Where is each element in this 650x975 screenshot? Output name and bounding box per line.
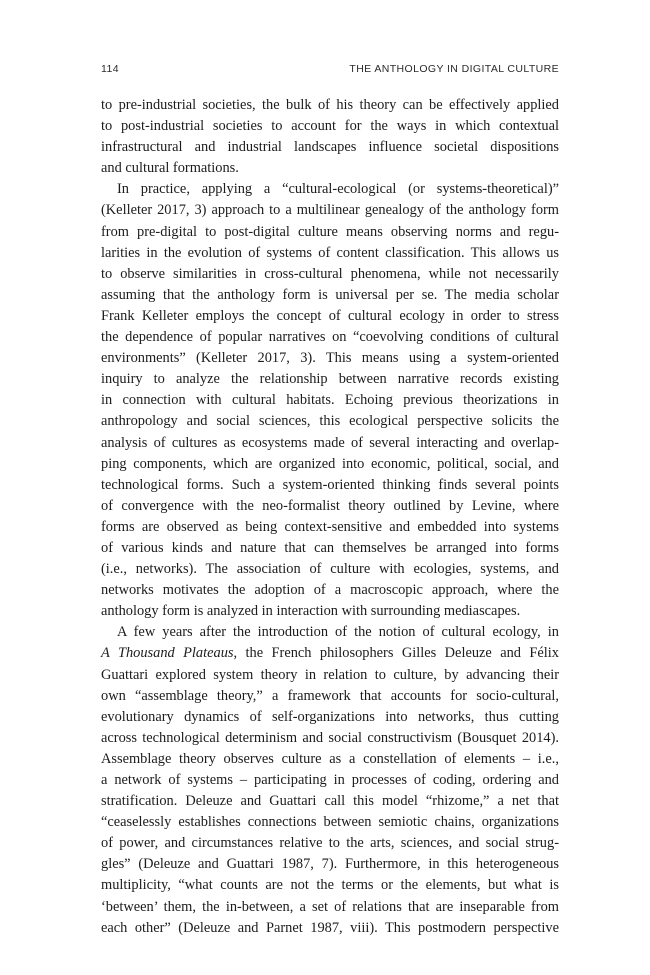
text-line: and cultural formations.	[101, 160, 239, 177]
text-line: infrastructural and industrial landscapes influence societal dispositions	[101, 139, 559, 156]
text-line: technological forms. Such a system-oriented thinking finds several points	[101, 476, 559, 493]
text-line: to observe similarities in cross-cultural phenomena, while not necessarily	[101, 265, 559, 282]
text-line: “ceaselessly establishes connections between semiotic chains, organizations	[101, 814, 559, 831]
text-line: in connection with cultural habitats. Echoing previous theorizations in	[101, 392, 559, 409]
text-line: analysis of cultures as ecosystems made of several interacting and overlap-	[101, 434, 559, 451]
text-line: A few years after the introduction of the notion of cultural ecology, in	[117, 624, 559, 641]
text-line: gles” (Deleuze and Guattari 1987, 7). Furthermore, in this heterogeneous	[101, 856, 559, 873]
body-text	[101, 95, 559, 939]
text-line: Frank Kelleter employs the concept of cultural ecology in order to stress	[101, 307, 559, 324]
running-header	[101, 63, 559, 77]
text-line: the dependence of popular narratives on “coevolving conditions of cultural	[101, 329, 559, 346]
text-line: ‘between’ them, the in-between, a set of relations that are inseparable from	[101, 898, 559, 915]
text-line: assuming that the anthology form is universal per se. The media scholar	[101, 286, 559, 303]
text-line: from pre-digital to post-digital culture means observing norms and regu-	[101, 223, 559, 240]
book-title: A Thousand Plateaus	[101, 645, 234, 662]
text-line: stratification. Deleuze and Guattari call this model “rhizome,” a net that	[101, 793, 559, 810]
text-line: Guattari explored system theory in relation to culture, by advancing their	[101, 666, 559, 683]
text-line: to pre-industrial societies, the bulk of his theory can be effectively applied	[101, 97, 559, 113]
text-line: networks motivates the adoption of a macroscopic approach, where the	[101, 582, 559, 599]
text-line: of convergence with the neo-formalist theory outlined by Levine, where	[101, 497, 559, 514]
text-run: , the French philosophers Gilles Deleuze and Félix	[233, 645, 559, 662]
text-line: larities in the evolution of systems of content classification. This allows us	[101, 244, 559, 261]
text-line: own “assemblage theory,” a framework that accounts for socio-cultural,	[101, 687, 559, 704]
text-line: across technological determinism and social constructivism (Bousquet 2014).	[101, 729, 559, 746]
text-line: environments” (Kelleter 2017, 3). This means using a system-oriented	[101, 350, 559, 367]
text-line: to post-industrial societies to account for the ways in which contextual	[101, 118, 559, 135]
text-line: each other” (Deleuze and Parnet 1987, viii). This postmodern perspective	[101, 919, 559, 936]
text-line: anthology form is analyzed in interaction with surrounding mediascapes.	[101, 603, 521, 620]
text-line: In practice, applying a “cultural-ecological (or systems-theoretical)”	[117, 181, 559, 198]
text-line: a network of systems – participating in processes of coding, ordering and	[101, 772, 559, 788]
text-line	[101, 643, 559, 664]
text-line: ping components, which are organized into economic, political, social, and	[101, 455, 559, 472]
text-line: multiplicity, “what counts are not the terms or the elements, but what is	[101, 877, 559, 894]
text-line: evolutionary dynamics of self-organizations into networks, thus cutting	[101, 708, 559, 725]
text-line: Assemblage theory observes culture as a constellation of elements – i.e.,	[101, 750, 559, 767]
text-line: (Kelleter 2017, 3) approach to a multilinear genealogy of the anthology form	[101, 202, 559, 219]
text-line: forms are observed as being context-sensitive and embedded into systems	[101, 518, 559, 535]
text-line: inquiry to analyze the relationship between narrative records existing	[101, 371, 559, 388]
text-line: (i.e., networks). The association of culture with ecologies, systems, and	[101, 561, 559, 578]
page-number: 114	[101, 63, 119, 75]
text-line: anthropology and social sciences, this ecological perspective solicits the	[101, 413, 559, 430]
text-line: of various kinds and nature that can themselves be arranged into forms	[101, 539, 559, 556]
text-line: of power, and circumstances relative to the arts, sciences, and social strug-	[101, 835, 559, 852]
running-title: THE ANTHOLOGY IN DIGITAL CULTURE	[349, 63, 559, 75]
